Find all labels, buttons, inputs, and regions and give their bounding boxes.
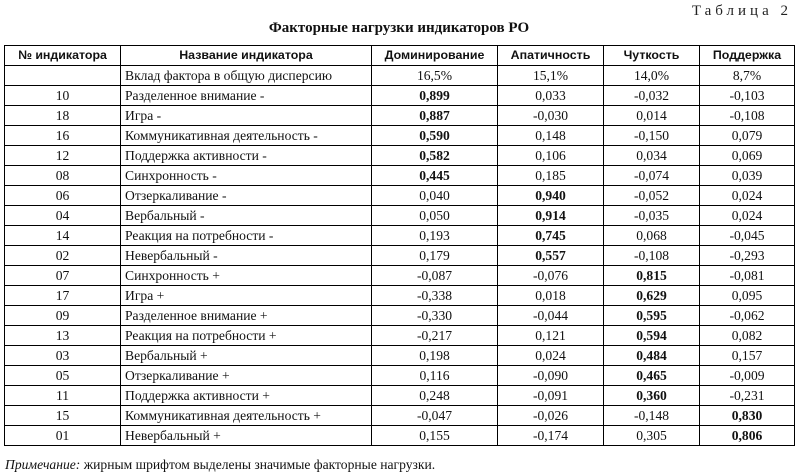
loading-sensitivity-cell: -0,032 xyxy=(604,86,700,106)
loading-apathy-cell: -0,026 xyxy=(498,406,604,426)
indicator-number-cell: 06 xyxy=(5,186,121,206)
loading-dominance-cell: -0,087 xyxy=(372,266,498,286)
indicator-number-cell: 16 xyxy=(5,126,121,146)
note-text: жирным шрифтом выделены значимые факторные нагрузки. xyxy=(80,457,436,472)
table-row xyxy=(5,406,795,426)
loading-apathy-cell: 0,557 xyxy=(498,246,604,266)
loading-dominance-cell: 0,040 xyxy=(372,186,498,206)
loading-support-cell: 0,806 xyxy=(700,426,795,446)
loading-sensitivity-cell: -0,108 xyxy=(604,246,700,266)
loading-dominance-cell: 0,050 xyxy=(372,206,498,226)
loading-apathy-cell: -0,174 xyxy=(498,426,604,446)
loading-dominance-cell: -0,330 xyxy=(372,306,498,326)
table-row xyxy=(5,86,795,106)
loading-sensitivity-cell: -0,150 xyxy=(604,126,700,146)
indicator-name-cell: Отзеркаливание + xyxy=(121,366,372,386)
indicator-number-cell: 18 xyxy=(5,106,121,126)
indicator-name-cell: Отзеркаливание - xyxy=(121,186,372,206)
loading-apathy-cell: -0,076 xyxy=(498,266,604,286)
loading-dominance-cell: 0,445 xyxy=(372,166,498,186)
indicator-name-cell: Реакция на потребности + xyxy=(121,326,372,346)
loading-dominance-cell: 0,179 xyxy=(372,246,498,266)
loading-sensitivity-cell: -0,035 xyxy=(604,206,700,226)
indicator-name-cell: Коммуникативная деятельность - xyxy=(121,126,372,146)
loading-sensitivity-cell: 0,068 xyxy=(604,226,700,246)
loading-apathy-cell: -0,091 xyxy=(498,386,604,406)
indicator-number-cell: 15 xyxy=(5,406,121,426)
loading-support-cell: 0,082 xyxy=(700,326,795,346)
variance-apathy: 15,1% xyxy=(498,66,604,86)
loading-apathy-cell: 0,148 xyxy=(498,126,604,146)
indicator-name-cell: Коммуникативная деятельность + xyxy=(121,406,372,426)
indicator-name-cell: Разделенное внимание + xyxy=(121,306,372,326)
column-header-dominance: Доминирование xyxy=(372,46,498,66)
table-row xyxy=(5,306,795,326)
loading-support-cell: 0,024 xyxy=(700,186,795,206)
variance-row xyxy=(5,66,795,86)
loading-dominance-cell: 0,590 xyxy=(372,126,498,146)
note-label: Примечание: xyxy=(5,457,81,472)
indicator-number-cell: 01 xyxy=(5,426,121,446)
loading-support-cell: -0,009 xyxy=(700,366,795,386)
loading-apathy-cell: 0,185 xyxy=(498,166,604,186)
loading-support-cell: -0,108 xyxy=(700,106,795,126)
loading-sensitivity-cell: -0,052 xyxy=(604,186,700,206)
loading-dominance-cell: -0,047 xyxy=(372,406,498,426)
loading-sensitivity-cell: 0,014 xyxy=(604,106,700,126)
indicator-name-cell: Синхронность - xyxy=(121,166,372,186)
indicator-name-cell: Игра + xyxy=(121,286,372,306)
table-row xyxy=(5,346,795,366)
loading-apathy-cell: -0,044 xyxy=(498,306,604,326)
loading-dominance-cell: 0,198 xyxy=(372,346,498,366)
indicator-name-cell: Невербальный - xyxy=(121,246,372,266)
loading-dominance-cell: -0,338 xyxy=(372,286,498,306)
loading-sensitivity-cell: 0,629 xyxy=(604,286,700,306)
table-note xyxy=(5,457,435,473)
indicator-number-cell: 17 xyxy=(5,286,121,306)
indicator-number-cell: 11 xyxy=(5,386,121,406)
loading-apathy-cell: -0,090 xyxy=(498,366,604,386)
loading-apathy-cell: 0,018 xyxy=(498,286,604,306)
loading-dominance-cell: 0,155 xyxy=(372,426,498,446)
loading-sensitivity-cell: 0,305 xyxy=(604,426,700,446)
loading-dominance-cell: 0,899 xyxy=(372,86,498,106)
table-title: Факторные нагрузки индикаторов РО xyxy=(268,20,530,36)
variance-id-cell xyxy=(5,66,121,86)
loading-support-cell: 0,830 xyxy=(700,406,795,426)
loading-sensitivity-cell: 0,594 xyxy=(604,326,700,346)
loading-support-cell: -0,045 xyxy=(700,226,795,246)
loading-apathy-cell: 0,033 xyxy=(498,86,604,106)
loading-sensitivity-cell: 0,360 xyxy=(604,386,700,406)
loading-dominance-cell: 0,248 xyxy=(372,386,498,406)
loading-sensitivity-cell: -0,074 xyxy=(604,166,700,186)
table-row xyxy=(5,266,795,286)
table-row xyxy=(5,366,795,386)
table-row xyxy=(5,186,795,206)
table-row xyxy=(5,206,795,226)
loading-apathy-cell: 0,745 xyxy=(498,226,604,246)
loading-support-cell: -0,081 xyxy=(700,266,795,286)
table-row xyxy=(5,386,795,406)
loading-dominance-cell: -0,217 xyxy=(372,326,498,346)
loading-apathy-cell: 0,121 xyxy=(498,326,604,346)
loading-support-cell: -0,103 xyxy=(700,86,795,106)
column-header-indicator-name: Название индикатора xyxy=(121,46,372,66)
table-row xyxy=(5,426,795,446)
loading-apathy-cell: 0,914 xyxy=(498,206,604,226)
loading-support-cell: 0,157 xyxy=(700,346,795,366)
indicator-name-cell: Игра - xyxy=(121,106,372,126)
table-row xyxy=(5,166,795,186)
indicator-name-cell: Реакция на потребности - xyxy=(121,226,372,246)
factor-loadings-table xyxy=(4,45,795,446)
column-header-apathy: Апатичность xyxy=(498,46,604,66)
loading-sensitivity-cell: 0,595 xyxy=(604,306,700,326)
indicator-number-cell: 05 xyxy=(5,366,121,386)
table-row xyxy=(5,106,795,126)
table-row xyxy=(5,146,795,166)
indicator-name-cell: Разделенное внимание - xyxy=(121,86,372,106)
table-row xyxy=(5,286,795,306)
table-row xyxy=(5,226,795,246)
column-header-support: Поддержка xyxy=(700,46,795,66)
loading-sensitivity-cell: 0,484 xyxy=(604,346,700,366)
variance-label: Вклад фактора в общую дисперсию xyxy=(121,66,372,86)
loading-sensitivity-cell: 0,815 xyxy=(604,266,700,286)
indicator-number-cell: 13 xyxy=(5,326,121,346)
indicator-number-cell: 10 xyxy=(5,86,121,106)
indicator-name-cell: Синхронность + xyxy=(121,266,372,286)
loading-support-cell: -0,062 xyxy=(700,306,795,326)
loading-sensitivity-cell: 0,034 xyxy=(604,146,700,166)
indicator-number-cell: 09 xyxy=(5,306,121,326)
indicator-name-cell: Вербальный - xyxy=(121,206,372,226)
loading-apathy-cell: -0,030 xyxy=(498,106,604,126)
table-row xyxy=(5,246,795,266)
variance-sensitivity: 14,0% xyxy=(604,66,700,86)
loading-support-cell: -0,231 xyxy=(700,386,795,406)
loading-apathy-cell: 0,024 xyxy=(498,346,604,366)
column-header-sensitivity: Чуткость xyxy=(604,46,700,66)
loading-support-cell: 0,039 xyxy=(700,166,795,186)
loading-apathy-cell: 0,940 xyxy=(498,186,604,206)
table-row xyxy=(5,326,795,346)
indicator-number-cell: 14 xyxy=(5,226,121,246)
indicator-number-cell: 08 xyxy=(5,166,121,186)
indicator-name-cell: Невербальный + xyxy=(121,426,372,446)
indicator-name-cell: Поддержка активности - xyxy=(121,146,372,166)
loading-support-cell: 0,095 xyxy=(700,286,795,306)
loading-support-cell: -0,293 xyxy=(700,246,795,266)
indicator-number-cell: 07 xyxy=(5,266,121,286)
loading-dominance-cell: 0,193 xyxy=(372,226,498,246)
loading-dominance-cell: 0,116 xyxy=(372,366,498,386)
table-row xyxy=(5,126,795,146)
loading-apathy-cell: 0,106 xyxy=(498,146,604,166)
indicator-number-cell: 04 xyxy=(5,206,121,226)
loading-support-cell: 0,079 xyxy=(700,126,795,146)
indicator-name-cell: Вербальный + xyxy=(121,346,372,366)
header-row xyxy=(5,46,795,66)
loading-support-cell: 0,069 xyxy=(700,146,795,166)
column-header-indicator-number: № индикатора xyxy=(5,46,121,66)
loading-sensitivity-cell: -0,148 xyxy=(604,406,700,426)
variance-dominance: 16,5% xyxy=(372,66,498,86)
table-number-label: Таблица 2 xyxy=(691,3,792,19)
indicator-number-cell: 02 xyxy=(5,246,121,266)
indicator-number-cell: 03 xyxy=(5,346,121,366)
loading-dominance-cell: 0,582 xyxy=(372,146,498,166)
indicator-name-cell: Поддержка активности + xyxy=(121,386,372,406)
loading-dominance-cell: 0,887 xyxy=(372,106,498,126)
variance-support: 8,7% xyxy=(700,66,795,86)
loading-support-cell: 0,024 xyxy=(700,206,795,226)
indicator-number-cell: 12 xyxy=(5,146,121,166)
loading-sensitivity-cell: 0,465 xyxy=(604,366,700,386)
